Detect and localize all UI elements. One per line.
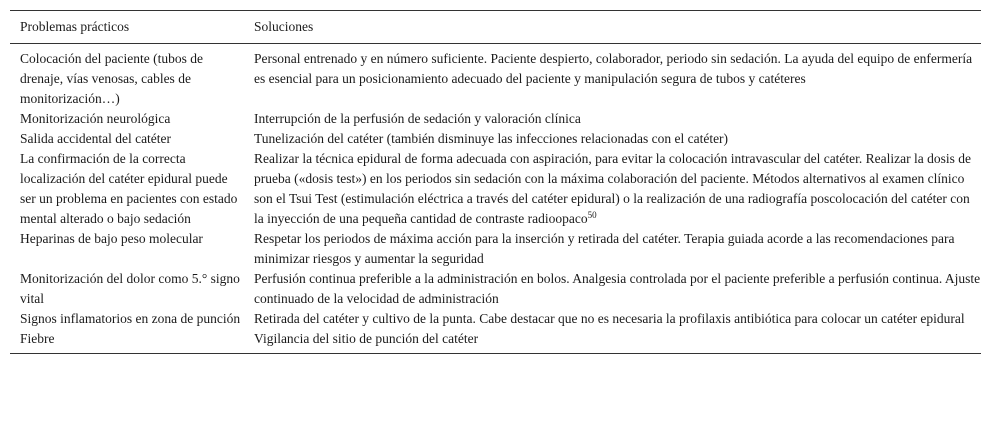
problem-cell: La confirmación de la correcta localización del catéter epidural puede ser un problema en pacientes con estado mental alterado o bajo sedación [20, 151, 238, 226]
table-row [10, 309, 981, 329]
table-row [10, 329, 981, 354]
solution-cell: Personal entrenado y en número suficiente. Paciente despierto, colaborador, periodo sin sedación. La ayuda del equipo de enfermería es esencial para un posicionamiento adecuado del paciente y manipulación segura de tubos y catéteres [254, 51, 973, 86]
table-body [10, 44, 981, 354]
table-row [10, 229, 981, 269]
problem-cell: Monitorización neurológica [20, 111, 171, 126]
table-row [10, 44, 981, 110]
table-row [10, 129, 981, 149]
solution-cell: Interrupción de la perfusión de sedación y valoración clínica [254, 111, 581, 126]
header-solutions: Soluciones [254, 19, 314, 34]
solution-cell: Tunelización del catéter (también disminuye las infecciones relacionadas con el catéter) [254, 131, 729, 146]
problem-cell: Heparinas de bajo peso molecular [20, 231, 203, 246]
solution-cell: Retirada del catéter y cultivo de la punta. Cabe destacar que no es necesaria la profilaxis antibiótica para colocar un catéter epidural [254, 311, 965, 326]
problem-cell: Colocación del paciente (tubos de drenaje, vías venosas, cables de monitorización…) [20, 51, 203, 106]
problems-solutions-table [10, 10, 981, 354]
table-row [10, 269, 981, 309]
solution-cell [244, 149, 981, 229]
solution-cell: Vigilancia del sitio de punción del catéter [254, 331, 479, 346]
reference-superscript: 50 [587, 210, 597, 220]
table-row [10, 149, 981, 229]
table-row [10, 109, 981, 129]
solution-cell: Respetar los periodos de máxima acción para la inserción y retirada del catéter. Terapia guiada acorde a las recomendaciones para minimizar riesgos y aumentar la seguridad [254, 231, 955, 266]
table-container [10, 10, 981, 354]
solution-cell: Perfusión continua preferible a la administración en bolos. Analgesia controlada por el paciente preferible a perfusión continua. Ajuste continuado de la velocidad de administración [254, 271, 981, 306]
problem-cell: Fiebre [20, 331, 55, 346]
header-problems: Problemas prácticos [20, 19, 130, 34]
table-header [10, 11, 981, 44]
header-row [10, 11, 981, 44]
problem-cell: Salida accidental del catéter [20, 131, 172, 146]
problem-cell: Signos inflamatorios en zona de punción [20, 311, 241, 326]
problem-cell: Monitorización del dolor como 5.° signo vital [20, 271, 240, 306]
solution-text: Realizar la técnica epidural de forma adecuada con aspiración, para evitar la colocación intravascular del catéter. Realizar la dosis de prueba («dosis test») en los periodos sin sedación con la máxima colaboración del paciente. Métodos alternativos al examen clínico son el Tsui Test (estimulación eléctrica a través del catéter epidural) o la realización de una radiografía poscolocación del catéter con la inyección de una pequeña cantidad de contraste radioopaco [254, 151, 972, 226]
